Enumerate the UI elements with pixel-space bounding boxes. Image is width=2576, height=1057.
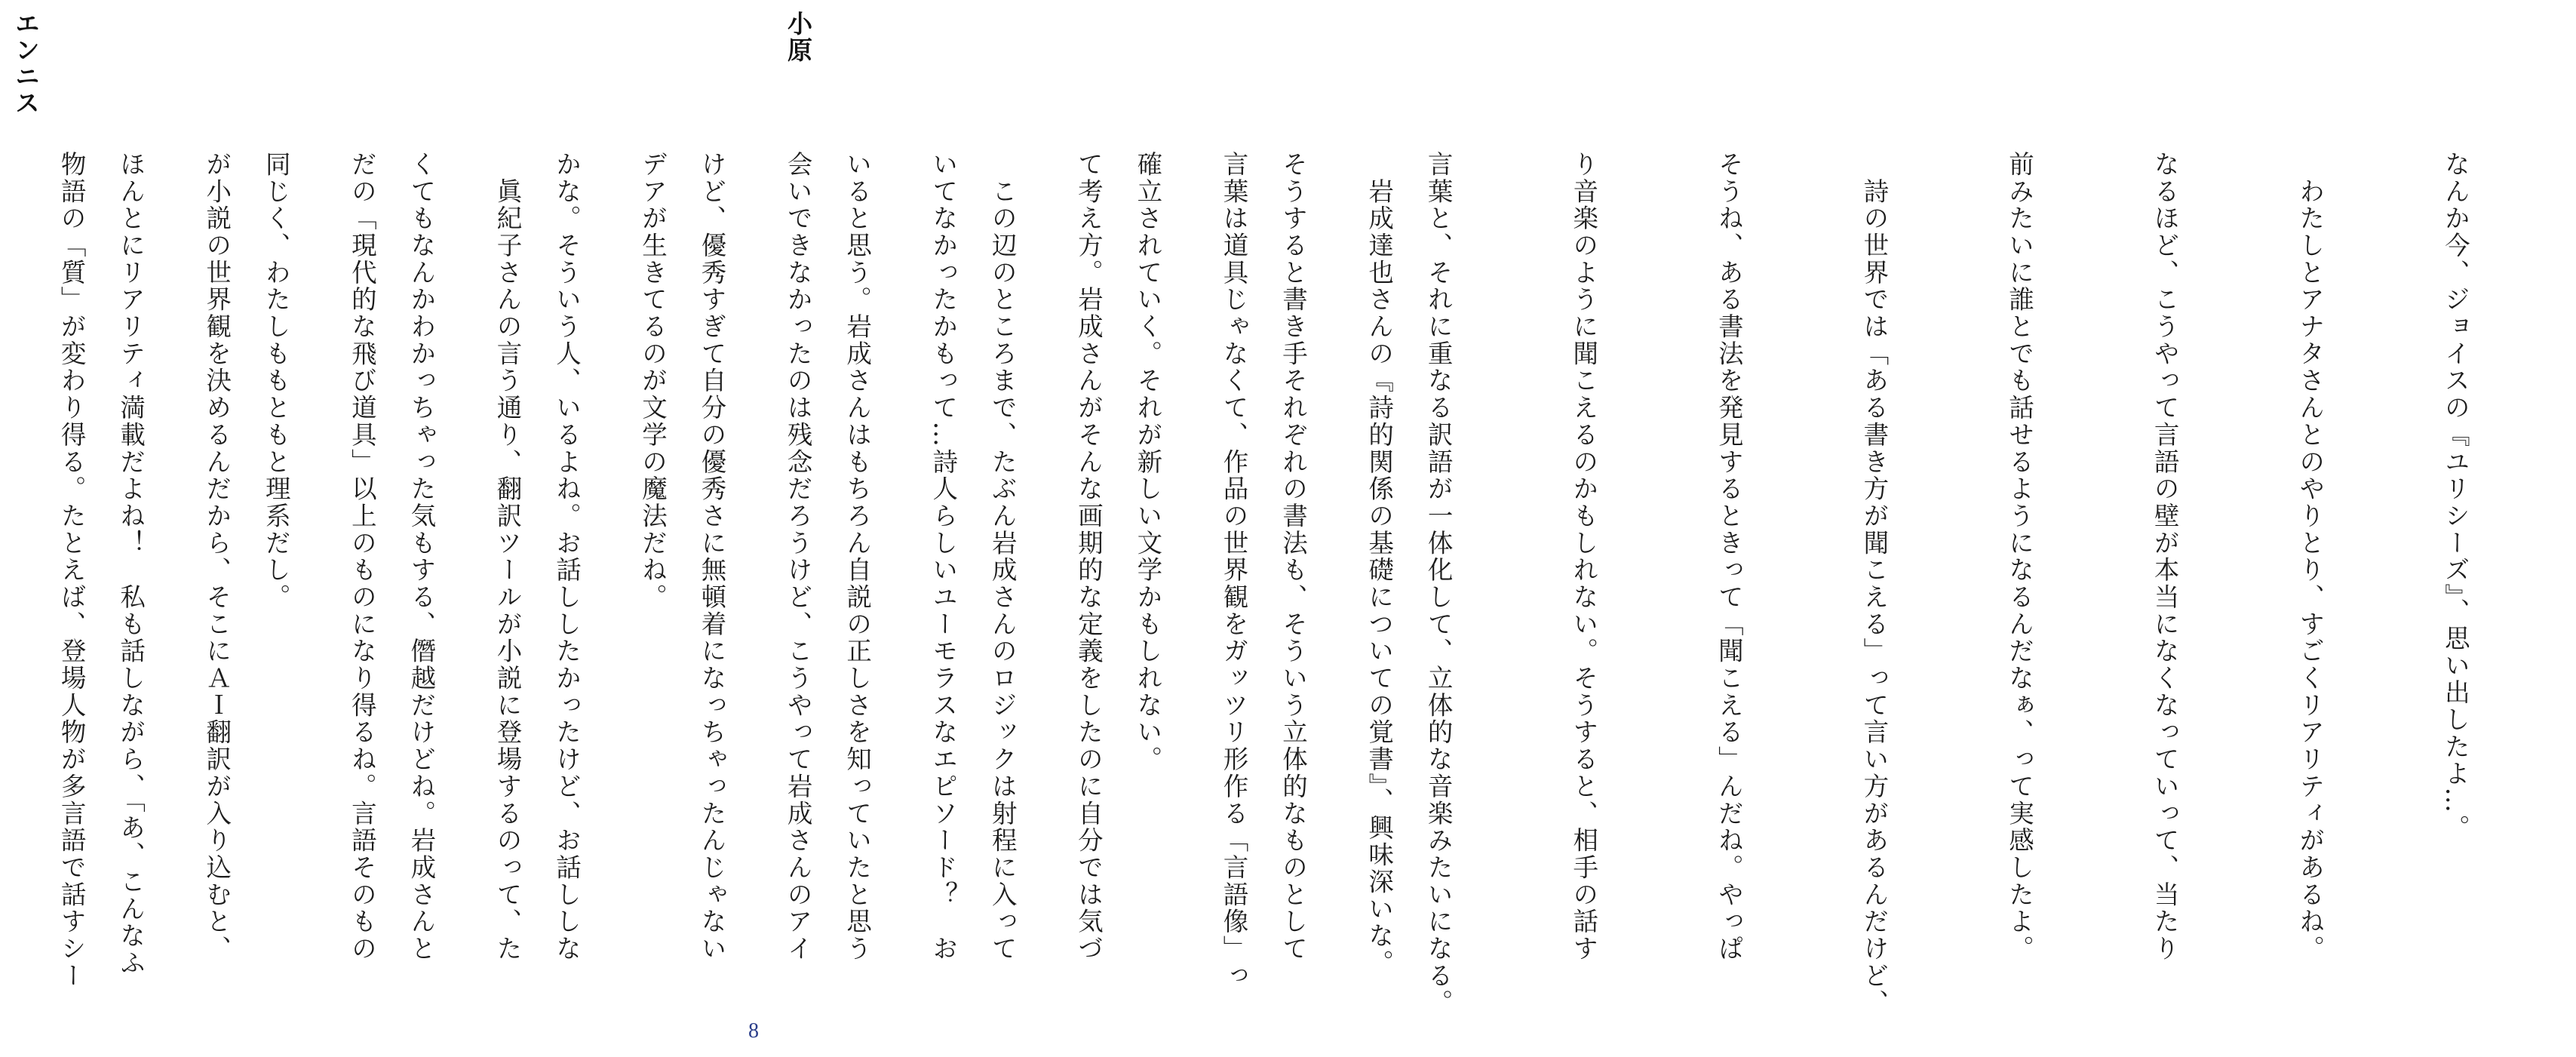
text-line: だの「現代的な飛び道具」以上のものになり得るね。言語そのもの	[347, 151, 377, 963]
text-line: デアが生きてるのが文学の魔法だね。	[637, 151, 668, 611]
text-line: なんか今、ジョイスの『ユリシーズ』、思い出したよ…。	[2440, 151, 2470, 842]
text-line: なるほど、こうやって言語の壁が本当になくなっていって、当たり	[2150, 151, 2180, 963]
text-line: かな。そういう人、いるよね。お話ししたかったけど、お話ししな	[551, 151, 582, 963]
page-number: 8	[748, 1019, 759, 1043]
text-line: 前みたいに誰とでも話せるようになるんだなぁ、って実感したよ。	[2004, 151, 2034, 963]
ennis-dialogue-text	[9, 151, 2576, 1049]
text-line: そうね、ある書法を発見するときって「聞こえる」んだね。やっぱ	[1714, 151, 1744, 963]
text-line: いると思う。岩成さんはもちろん自説の正しさを知っていたと思う	[842, 151, 872, 963]
text-line: て考え方。岩成さんがそんな画期的な定義をしたのに自分では気づ	[1073, 151, 1104, 963]
text-line: 会いできなかったのは残念だろうけど、こうやって岩成さんのアイ	[783, 151, 813, 963]
speaker-label-ohara: 小原	[784, 11, 813, 63]
text-line: いてなかったかもって…詩人らしいユーモラスなエピソード？ お	[928, 151, 958, 963]
text-line: 物語の「質」が変わり得る。たとえば、登場人物が多言語で話すシー	[57, 151, 87, 990]
text-line: この辺のところまで、たぶん岩成さんのロジックは射程に入って	[987, 151, 1018, 963]
text-line: 眞紀子さんの言う通り、翻訳ツールが小説に登場するのって、た	[492, 151, 522, 963]
text-line: り音楽のように聞こえるのかもしれない。そうすると、相手の話す	[1568, 151, 1598, 963]
text-line: 言葉と、それに重なる訳語が一体化して、立体的な音楽みたいになる。	[1423, 151, 1454, 1017]
text-line: くてもなんかわかっちゃった気もする、僭越だけどね。岩成さんと	[406, 151, 436, 963]
text-line: ほんとにリアリティ満載だよね！ 私も話しながら、「あ、こんなふ	[115, 151, 146, 977]
text-line: 確立されていく。それが新しい文学かもしれない。	[1132, 151, 1162, 773]
text-line: そうすると書き手それぞれの書法も、そういう立体的なものとして	[1278, 151, 1308, 963]
text-line: 同じく、わたしももともと理系だし。	[261, 151, 291, 611]
text-line: が小説の世界観を決めるんだから、そこにＡＩ翻訳が入り込むと、	[201, 151, 232, 963]
text-line: けど、優秀すぎて自分の優秀さに無頓着になっちゃったんじゃない	[697, 151, 727, 963]
text-line: 言葉は道具じゃなくて、作品の世界観をガッツリ形作る「言語像」っ	[1218, 151, 1248, 990]
text-line: わたしとアナタさんとのやりとり、すごくリアリティがあるね。	[2295, 151, 2325, 963]
text-line: 岩成達也さんの『詩的関係の基礎についての覚書』、興味深いな。	[1364, 151, 1394, 977]
speaker-label-ennis: エンニス	[11, 11, 41, 116]
text-line: 詩の世界では「ある書き方が聞こえる」って言い方があるんだけど、	[1859, 151, 1889, 1017]
